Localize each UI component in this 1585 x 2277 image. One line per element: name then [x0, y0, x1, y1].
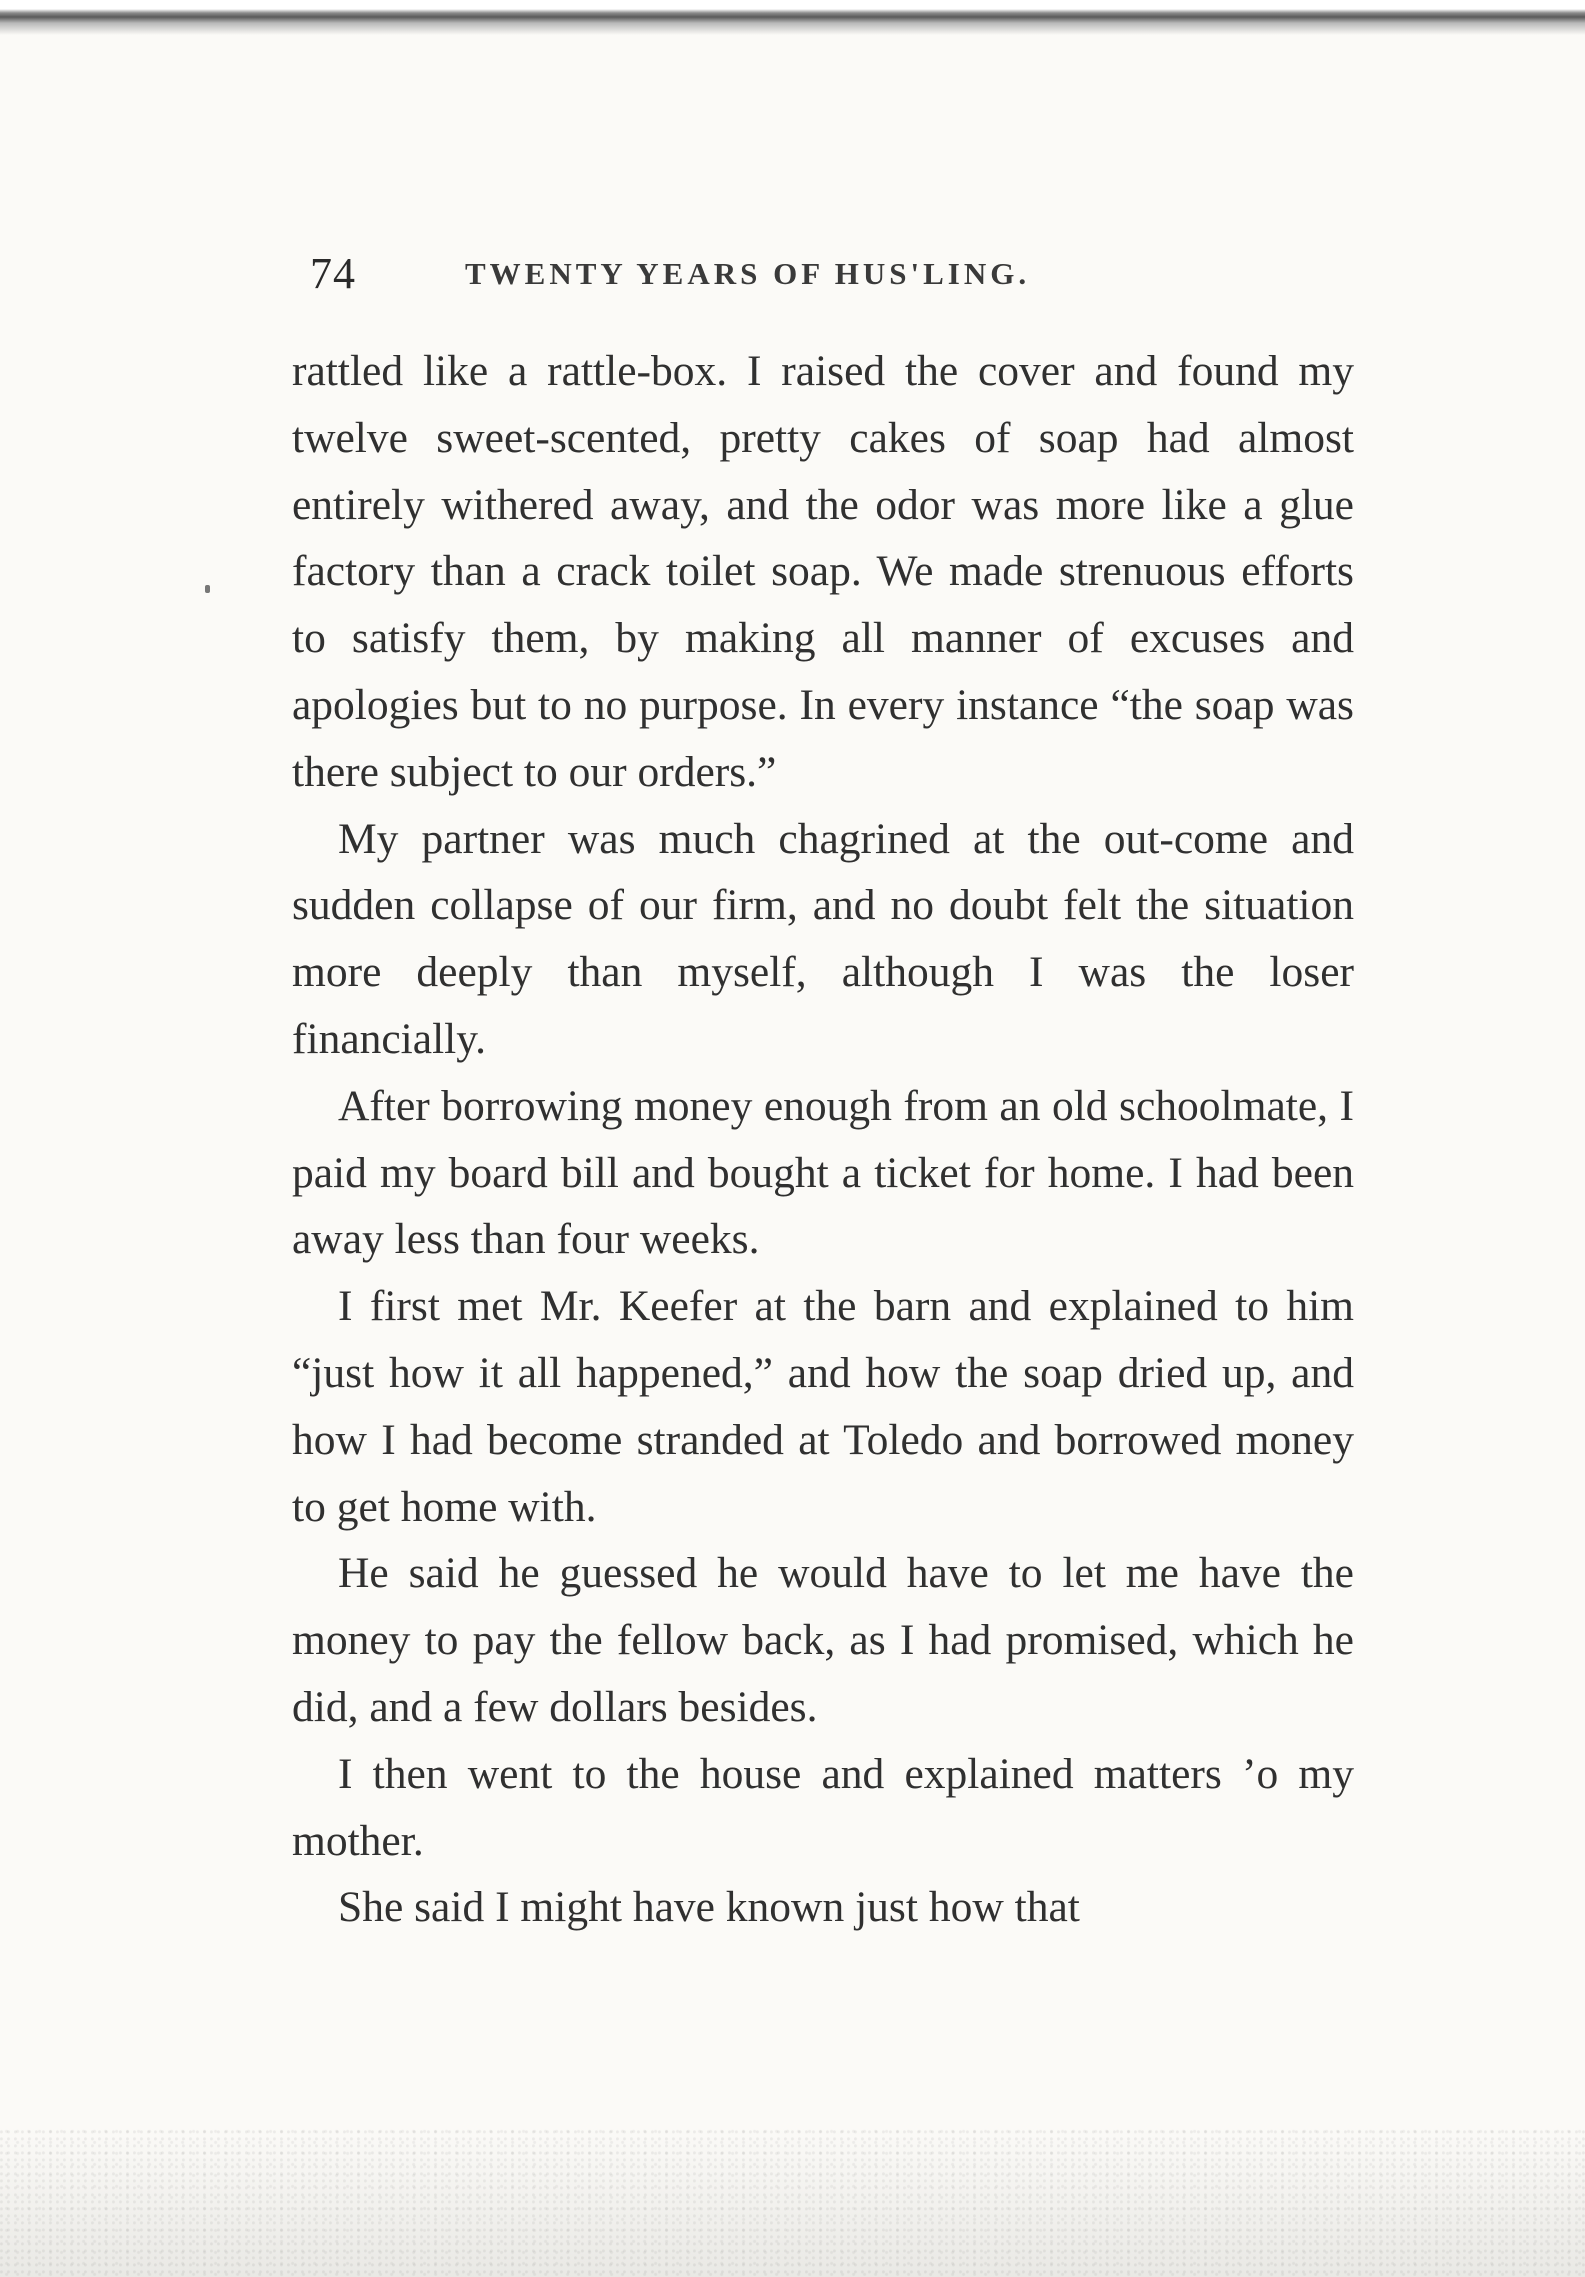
paragraph: She said I might have known just how that: [338, 1883, 1080, 1932]
page-number: 74: [310, 249, 356, 298]
scan-noise: [0, 2127, 1585, 2277]
paragraph: I then went to the house and explained matters ’o my mother.: [292, 1749, 1354, 1865]
paragraph: rattled like a rattle-box. I raised the cover and found my twelve sweet-scented, pretty cakes of soap had almost entirely withered away, and the odor was more like a glue factory than a crack toilet soap. We made strenuous efforts to satisfy them, by making all manner of excuses and apologies but to no purpose. In every instance “the soap was there subject to our orders.”: [292, 347, 1354, 796]
paragraph: My partner was much chagrined at the out-come and sudden collapse of our firm, and no doubt felt the situation more deeply than myself, although I was the loser financially.: [292, 814, 1354, 1063]
body-text: [292, 338, 1354, 1941]
running-head: TWENTY YEARS OF HUS'LING.: [465, 256, 1031, 291]
paragraph: I first met Mr. Keefer at the barn and explained to him “just how it all happened,” and how the soap dried up, and how I had become stranded at Toledo and borrowed money to get home with.: [292, 1282, 1354, 1531]
paragraph: After borrowing money enough from an old schoolmate, I paid my board bill and bought a ticket for home. I had been away less than four weeks.: [292, 1081, 1354, 1264]
scan-edge-shadow: [0, 0, 1585, 50]
paragraph: He said he guessed he would have to let me have the money to pay the fellow back, as I had promised, which he did, and a few dollars besides.: [292, 1549, 1354, 1731]
ink-speck: [205, 585, 210, 593]
page-header: [310, 248, 1210, 308]
